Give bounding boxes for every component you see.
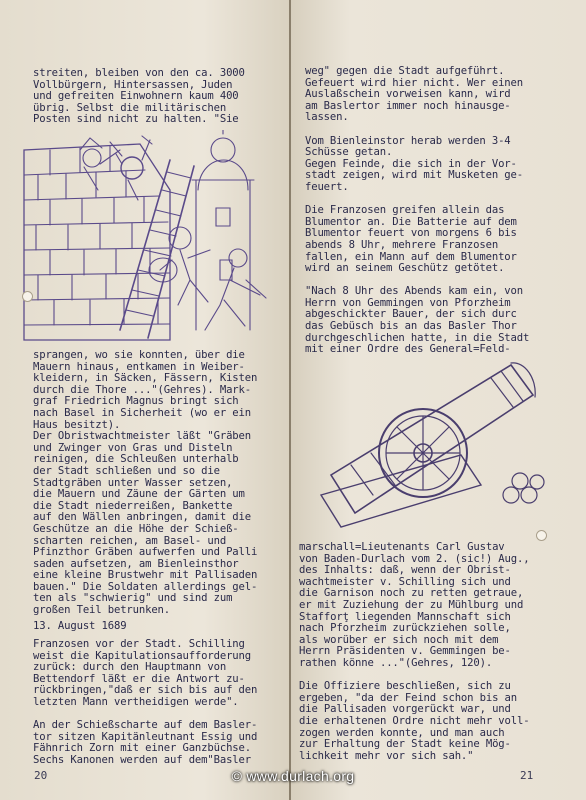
text-line: Auslaßschein vorweisen kann, wird bbox=[305, 88, 511, 101]
text-line bbox=[305, 124, 529, 136]
text-line: sprangen, wo sie konnten, über die bbox=[33, 349, 245, 361]
text-line: wird an seinem Geschütz getötet. bbox=[305, 262, 505, 275]
text-line: An der Schießscharte auf dem Basler- bbox=[33, 719, 258, 732]
watermark: © www.durlach.org bbox=[231, 768, 355, 784]
text-line: kleidern, in Säcken, Fässern, Kisten bbox=[33, 372, 258, 385]
left-top-text bbox=[33, 68, 245, 126]
right-page bbox=[291, 0, 586, 800]
left-page bbox=[0, 0, 290, 800]
text-line: mit einer Ordre des General=Feld- bbox=[305, 343, 511, 356]
punch-hole bbox=[536, 530, 547, 541]
text-line: die Pallisaden vorgerückt war, und bbox=[299, 703, 511, 716]
text-line: Haus besitzt). bbox=[33, 418, 121, 431]
text-line: Fähnrich Zorn mit einer Ganzbüchse. bbox=[33, 742, 251, 755]
text-line: durch die Thore ..."(Gehres). Mark- bbox=[33, 383, 251, 396]
text-line: Die Offiziere beschließen, sich zu bbox=[299, 680, 511, 693]
text-line: Geschütze an die Höhe der Schieß- bbox=[33, 522, 239, 535]
text-line: letzten Mann vertheidigen werde". bbox=[33, 695, 239, 708]
text-line: Franzosen vor der Stadt. Schilling bbox=[33, 638, 245, 650]
text-line: saden aufsetzen, am Bienleinsthor bbox=[33, 557, 239, 570]
text-line: am Baslertor immer noch hinausge- bbox=[305, 99, 511, 112]
text-line: Mauern hinaus, entkamen in Weiber- bbox=[33, 360, 245, 373]
text-line: lichkeit mehr vor sich sah." bbox=[299, 749, 474, 762]
text-line: graf Friedrich Magnus bringt sich bbox=[33, 395, 239, 408]
text-line: zur Erhaltung der Stadt keine Mög- bbox=[299, 738, 511, 751]
text-line: als worüber er sich noch mit dem bbox=[299, 633, 499, 646]
text-line: ten als "schwierig" und sind zum bbox=[33, 592, 233, 605]
text-line: Die Franzosen greifen allein das bbox=[305, 204, 505, 217]
left-main-text bbox=[33, 350, 257, 617]
text-line: die erhaltenen Ordre nicht mehr voll- bbox=[299, 714, 530, 727]
page-number-left: 20 bbox=[34, 769, 48, 782]
text-line: rathen könne ..."(Gehres, 120). bbox=[299, 656, 493, 669]
text-line: zogen werden konnte, und man auch bbox=[299, 726, 505, 739]
text-line: des Inhalts: daß, wenn der Obrist- bbox=[299, 564, 511, 577]
text-line: weg" gegen die Stadt aufgeführt. bbox=[305, 65, 505, 77]
text-line: feuert. bbox=[305, 180, 349, 193]
text-line: durchgeschlichen hatte, in die Stadt bbox=[305, 331, 530, 344]
ladder-soldiers-illustration bbox=[20, 130, 282, 345]
text-line: Bettendorf läßt er die Antwort zu- bbox=[33, 672, 245, 685]
text-line: weist die Kapitulationsaufforderung bbox=[33, 649, 251, 662]
text-line: die Mauern und Zäune der Gärten um bbox=[33, 488, 245, 501]
text-line: Der Obristwachtmeister läßt "Gräben bbox=[33, 430, 251, 443]
text-line: abends 8 Uhr, mehrere Franzosen bbox=[305, 238, 499, 251]
text-line: übrig. Selbst die militärischen bbox=[33, 101, 227, 114]
text-line: Blumentor feuert von morgens 6 bis bbox=[305, 227, 517, 240]
text-line: auf den Wällen anbringen, damit die bbox=[33, 511, 251, 524]
text-line: Schüsse getan. bbox=[305, 146, 393, 159]
text-line: wachtmeister v. Schilling sich und bbox=[299, 575, 511, 588]
text-line: ergeben, "da der Feind schon bis an bbox=[299, 691, 517, 704]
date-heading: 13. August 1689 bbox=[33, 620, 127, 632]
text-line: lassen. bbox=[305, 111, 349, 124]
text-line: er mit Zuziehung der zu Mühlburg und bbox=[299, 598, 524, 611]
text-line: nach Basel in Sicherheit (wo er ein bbox=[33, 406, 251, 419]
text-line: rückbringen,"daß er sich bis auf den bbox=[33, 684, 258, 697]
text-line: Herrn Präsidenten v. Gemmingen be- bbox=[299, 645, 511, 658]
text-line: Stadtgräben unter Wasser setzen, bbox=[33, 476, 233, 489]
text-line: die Garnison noch zu retten getraue, bbox=[299, 587, 524, 600]
text-line: tor sitzen Kapitänleutnant Essig und bbox=[33, 730, 258, 743]
text-line: reinigen, die Schleußen unterhalb bbox=[33, 453, 239, 466]
text-line: großen Teil betrunken. bbox=[33, 604, 171, 617]
text-line: scharten reichen, am Basel- und bbox=[33, 534, 227, 547]
text-line: Herrn von Gemmingen von Pforzheim bbox=[305, 296, 511, 309]
text-line: Posten sind nicht zu halten. "Sie bbox=[33, 113, 239, 126]
text-line: das Gebüsch bis an das Basler Thor bbox=[305, 320, 517, 333]
text-line: Vollbürgern, Hintersassen, Juden bbox=[33, 78, 233, 91]
text-line: abgeschickter Bauer, der sich durc bbox=[305, 308, 517, 321]
text-line: marschall=Lieutenants Carl Gustav bbox=[299, 541, 505, 553]
text-line: Sechs Kanonen werden auf dem"Basler bbox=[33, 753, 251, 766]
left-bottom-text bbox=[33, 639, 257, 767]
page-number-right: 21 bbox=[520, 769, 534, 782]
text-line: die Stadt niederreißen, Bankette bbox=[33, 499, 233, 512]
text-line: und gefreiten Einwohnern kaum 400 bbox=[33, 90, 239, 103]
text-line: nach Pforzheim zurückziehen solle, bbox=[299, 622, 511, 635]
text-line: eine kleine Brustwehr mit Pallisaden bbox=[33, 569, 258, 582]
text-line: von Baden-Durlach vom 2. (sic!) Aug., bbox=[299, 552, 530, 565]
text-line: Stafforţ liegenden Mannschaft sich bbox=[299, 610, 511, 623]
text-line: "Nach 8 Uhr des Abends kam ein, von bbox=[305, 285, 523, 298]
text-line: Vom Bienleinstor herab werden 3-4 bbox=[305, 134, 511, 147]
text-line: bauen." Die Soldaten allerdings gel- bbox=[33, 580, 258, 593]
text-line: Gefeuert wird hier nicht. Wer einen bbox=[305, 76, 523, 89]
right-top-text bbox=[305, 66, 529, 356]
punch-hole bbox=[22, 291, 33, 302]
right-bottom-text bbox=[299, 542, 529, 762]
cannon-illustration bbox=[311, 345, 551, 540]
text-line: Pfinzthor Gräben aufwerfen und Palli bbox=[33, 546, 258, 559]
text-line: Gegen Feinde, die sich in der Vor- bbox=[305, 157, 517, 170]
text-line: der Stadt schließen und so die bbox=[33, 464, 220, 477]
text-line: fallen, ein Mann auf dem Blumentor bbox=[305, 250, 517, 263]
text-line: Blumentor an. Die Batterie auf dem bbox=[305, 215, 517, 228]
text-line: streiten, bleiben von den ca. 3000 bbox=[33, 67, 245, 79]
text-line: stadt zeigen, wird mit Musketen ge- bbox=[305, 169, 523, 182]
text-line: und Zwinger von Gras und Disteln bbox=[33, 441, 233, 454]
text-line: zurück: durch den Hauptmann von bbox=[33, 661, 227, 674]
